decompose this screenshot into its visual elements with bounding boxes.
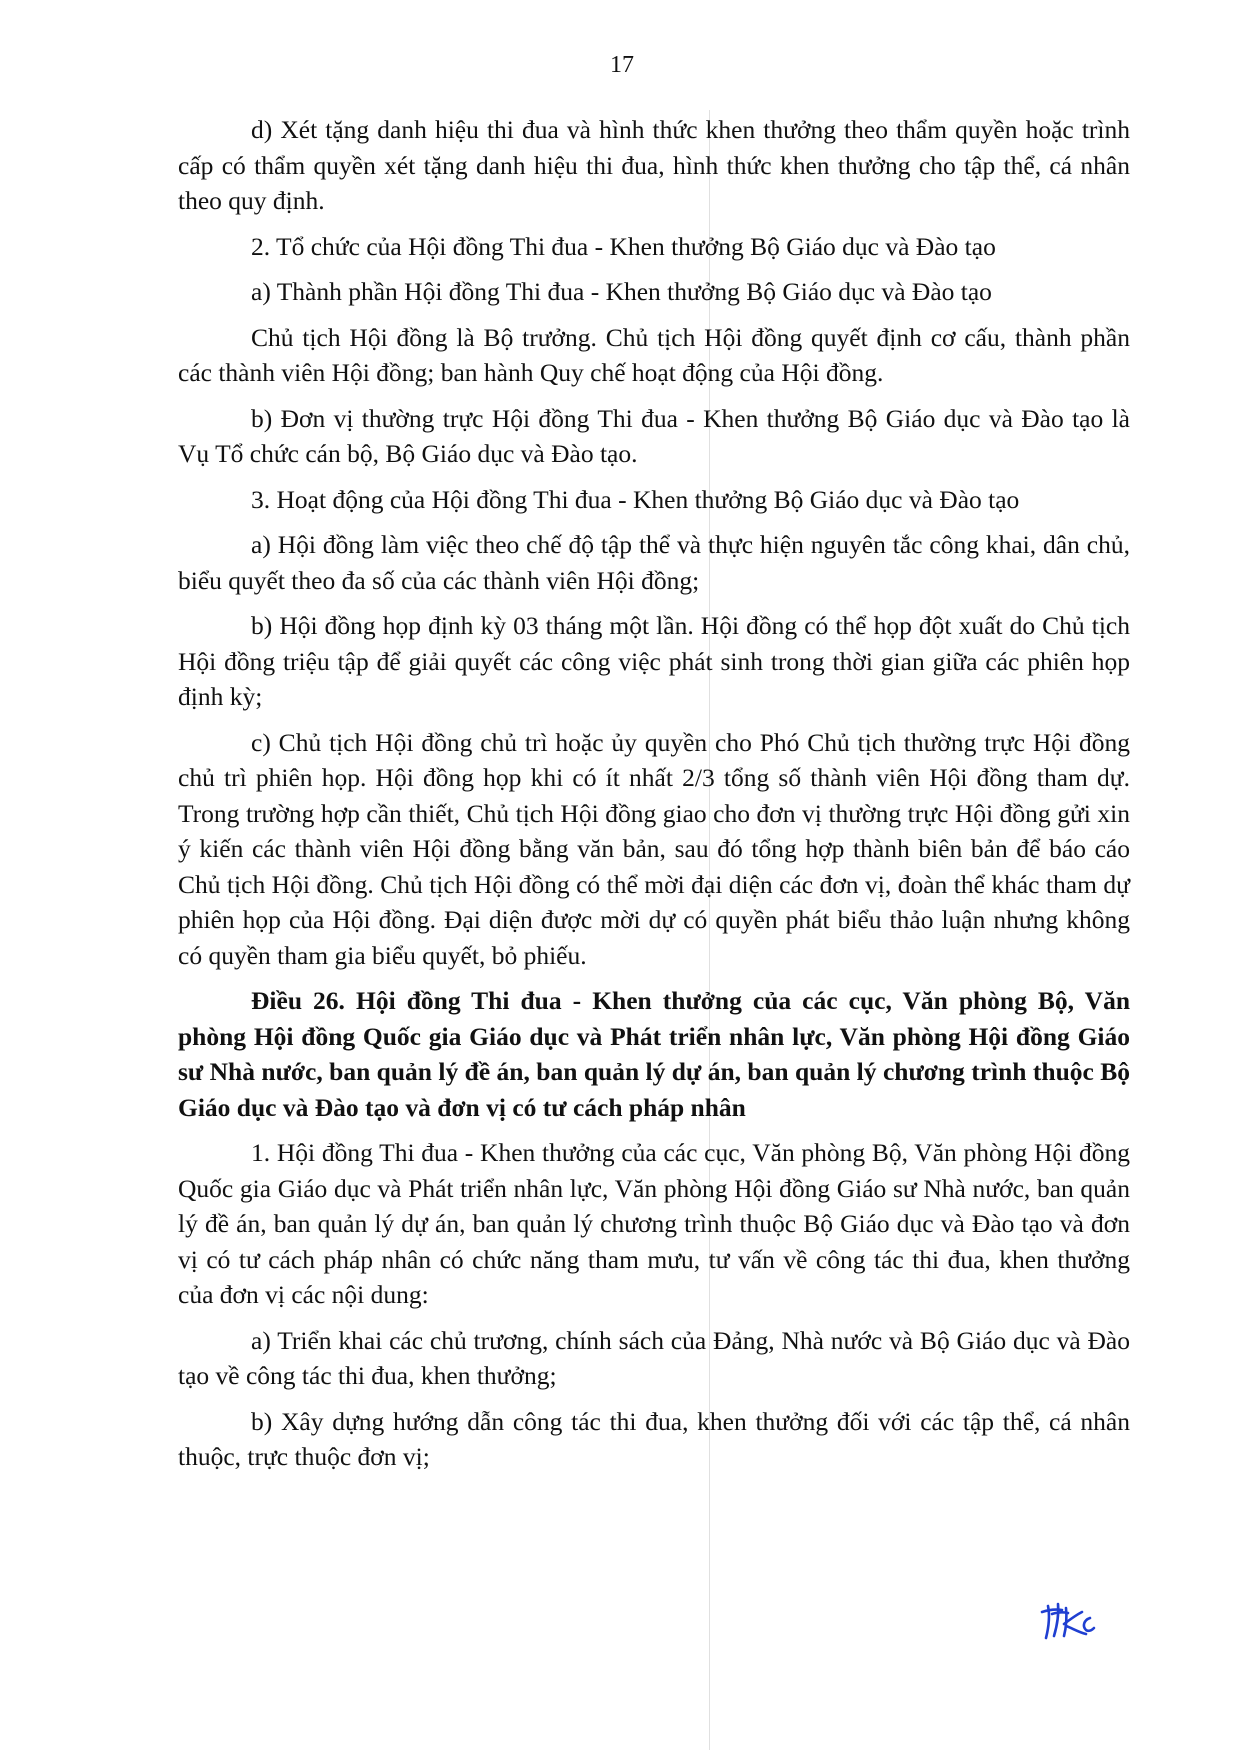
article-26-heading: Điều 26. Hội đồng Thi đua - Khen thưởng của các cục, Văn phòng Bộ, Văn phòng Hội đồng Quốc gia Giáo dục và Phát triển nhân lực, Văn phòng Hội đồng Giáo sư Nhà nước, ban quản lý đề án, ban quản lý dự án, ban quản lý chương trình thuộc Bộ Giáo dục và Đào tạo và đơn vị có tư cách pháp nhân (178, 986, 1130, 1122)
document-body (178, 112, 1130, 1485)
paragraph-item-b: b) Xây dựng hướng dẫn công tác thi đua, khen thưởng đối với các tập thể, cá nhân thuộc, trực thuộc đơn vị; (178, 1406, 1130, 1471)
signature-initials-icon (1040, 1598, 1096, 1642)
paragraph-item-d: d) Xét tặng danh hiệu thi đua và hình thức khen thưởng theo thẩm quyền hoặc trình cấp có thẩm quyền xét tặng danh hiệu thi đua, hình thức khen thưởng cho tập thể, cá nhân theo quy định. (178, 115, 1130, 215)
paragraph-item-b: b) Đơn vị thường trực Hội đồng Thi đua - Khen thưởng Bộ Giáo dục và Đào tạo là Vụ Tổ chức cán bộ, Bộ Giáo dục và Đào tạo. (178, 403, 1130, 468)
paragraph-item-a: a) Thành phần Hội đồng Thi đua - Khen thưởng Bộ Giáo dục và Đào tạo (251, 277, 992, 306)
paragraph-item-c: c) Chủ tịch Hội đồng chủ trì hoặc ủy quyền cho Phó Chủ tịch thường trực Hội đồng chủ trì phiên họp. Hội đồng họp khi có ít nhất 2/3 tổng số thành viên Hội đồng tham dự. Trong trường hợp cần thiết, Chủ tịch Hội đồng giao cho đơn vị thường trực Hội đồng gửi xin ý kiến các thành viên Hội đồng bằng văn bản, sau đó tổng hợp thành biên bản để báo cáo Chủ tịch Hội đồng. Chủ tịch Hội đồng có thể mời đại diện các đơn vị, đoàn thể khác tham dự phiên họp của Hội đồng. Đại diện được mời dự có quyền phát biểu thảo luận nhưng không có quyền tham gia biểu quyết, bỏ phiếu. (178, 727, 1130, 970)
section-heading-2: 2. Tổ chức của Hội đồng Thi đua - Khen thưởng Bộ Giáo dục và Đào tạo (251, 231, 996, 261)
page-number: 17 (610, 52, 634, 78)
paragraph-item-b: b) Hội đồng họp định kỳ 03 tháng một lần. Hội đồng có thể họp đột xuất do Chủ tịch Hội đồng triệu tập để giải quyết các công việc phát sinh trong thời gian giữa các phiên họp định kỳ; (178, 611, 1130, 711)
section-heading-3: 3. Hoạt động của Hội đồng Thi đua - Khen thưởng Bộ Giáo dục và Đào tạo (251, 484, 1020, 514)
paragraph-item-a: a) Triển khai các chủ trương, chính sách của Đảng, Nhà nước và Bộ Giáo dục và Đào tạo về công tác thi đua, khen thưởng; (178, 1325, 1130, 1390)
paragraph-item-a: a) Hội đồng làm việc theo chế độ tập thể và thực hiện nguyên tắc công khai, dân chủ, biểu quyết theo đa số của các thành viên Hội đồng; (178, 530, 1130, 595)
paragraph-clause-1: 1. Hội đồng Thi đua - Khen thưởng của các cục, Văn phòng Bộ, Văn phòng Hội đồng Quốc gia Giáo dục và Phát triển nhân lực, Văn phòng Hội đồng Giáo sư Nhà nước, ban quản lý đề án, ban quản lý dự án, ban quản lý chương trình thuộc Bộ Giáo dục và Đào tạo và đơn vị có tư cách pháp nhân có chức năng tham mưu, tư vấn về công tác thi đua, khen thưởng của đơn vị các nội dung: (178, 1138, 1130, 1309)
paragraph-chairman: Chủ tịch Hội đồng là Bộ trưởng. Chủ tịch Hội đồng quyết định cơ cấu, thành phần các thành viên Hội đồng; ban hành Quy chế hoạt động của Hội đồng. (178, 322, 1130, 387)
